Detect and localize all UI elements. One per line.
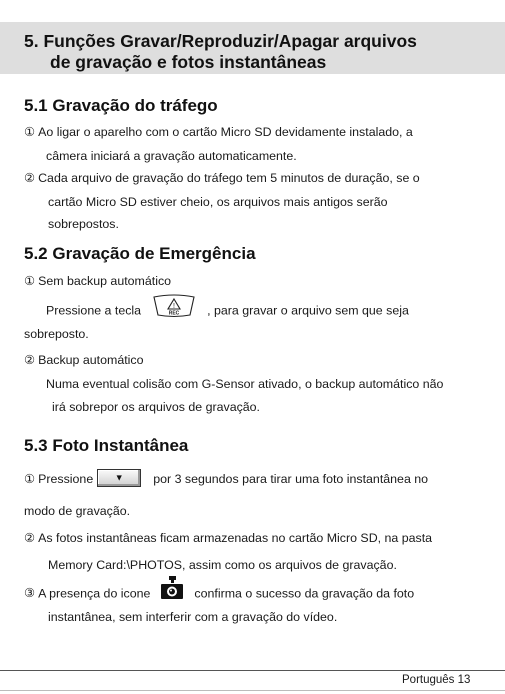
s2-item2-heading-text: Backup automático [38,353,144,367]
s2-item2-heading [24,352,144,368]
s1-item2-line2: cartão Micro SD estiver cheio, os arquivos mais antigos serão [48,195,388,209]
s3-item2-line1 [24,530,432,546]
rec-button-icon [151,294,197,322]
s1-item2-text: Cada arquivo de gravação do tráfego tem 5 minutos de duração, se o [38,171,420,185]
s3-item3-marker: ③ [24,586,36,601]
down-arrow-key-icon [97,469,141,487]
camera-icon [160,576,184,604]
s3-item1-text-before: Pressione [38,472,94,486]
chapter-title [24,31,417,73]
s3-item2-marker: ② [24,531,36,545]
page-footer-label: Português 13 [402,674,471,686]
down-arrow-glyph: ▼ [114,472,124,483]
s3-item1-line2: modo de gravação. [24,504,131,518]
s3-item3-text-before: A presença do icone [38,586,151,601]
s1-item1-marker: ① [24,125,36,139]
s2-item1-marker: ① [24,274,36,288]
footer-divider [0,670,505,671]
s3-item2-line2: Memory Card:\PHOTOS, assim como os arquivos de gravação. [48,558,397,572]
section-title-5-1: 5.1 Gravação do tráfego [24,96,218,115]
s3-item1-line1 [24,471,428,487]
s3-item3-text-after: confirma o sucesso da gravação da foto [194,586,415,601]
s1-item1-text: Ao ligar o aparelho com o cartão Micro SD devidamente instalado, a [38,125,413,139]
s1-item1-line1 [24,124,413,140]
svg-text:!: ! [173,303,176,310]
s1-item2-line1 [24,170,420,186]
chapter-header [0,22,505,74]
chapter-title-line1: 5. Funções Gravar/Reproduzir/Apagar arquivos [24,31,417,51]
s3-item1-marker: ① [24,472,36,486]
s2-item1-heading-text: Sem backup automático [38,274,172,288]
s2-item2-line2: irá sobrepor os arquivos de gravação. [52,400,261,414]
s1-item1-line2: câmera iniciará a gravação automaticamente. [46,149,297,163]
section-title-5-2: 5.2 Gravação de Emergência [24,244,256,263]
footer-bottom-rule [0,690,505,691]
s2-item1-line2: sobreposto. [24,327,89,341]
rec-icon-label: REC [168,310,180,317]
s3-item1-text-after: por 3 segundos para tirar uma foto instantânea no [153,472,429,486]
s1-item2-line3: sobrepostos. [48,217,119,231]
section-title-5-3: 5.3 Foto Instantânea [24,436,189,455]
s2-item1-line1 [46,300,409,322]
s2-item1-text-before: Pressione a tecla [46,303,142,318]
s3-item3-line2: instantânea, sem interferir com a gravação do vídeo. [48,610,338,624]
chapter-title-line2: de gravação e fotos instantâneas [50,52,327,72]
s1-item2-marker: ② [24,171,36,185]
s2-item1-text-after: , para gravar o arquivo sem que seja [207,303,409,318]
s3-item3-line1 [24,584,414,604]
s2-item2-line1: Numa eventual colisão com G-Sensor ativado, o backup automático não [46,377,444,391]
s2-item2-marker: ② [24,353,36,367]
s3-item2-text: As fotos instantâneas ficam armazenadas no cartão Micro SD, na pasta [38,531,433,545]
s2-item1-heading [24,273,171,289]
